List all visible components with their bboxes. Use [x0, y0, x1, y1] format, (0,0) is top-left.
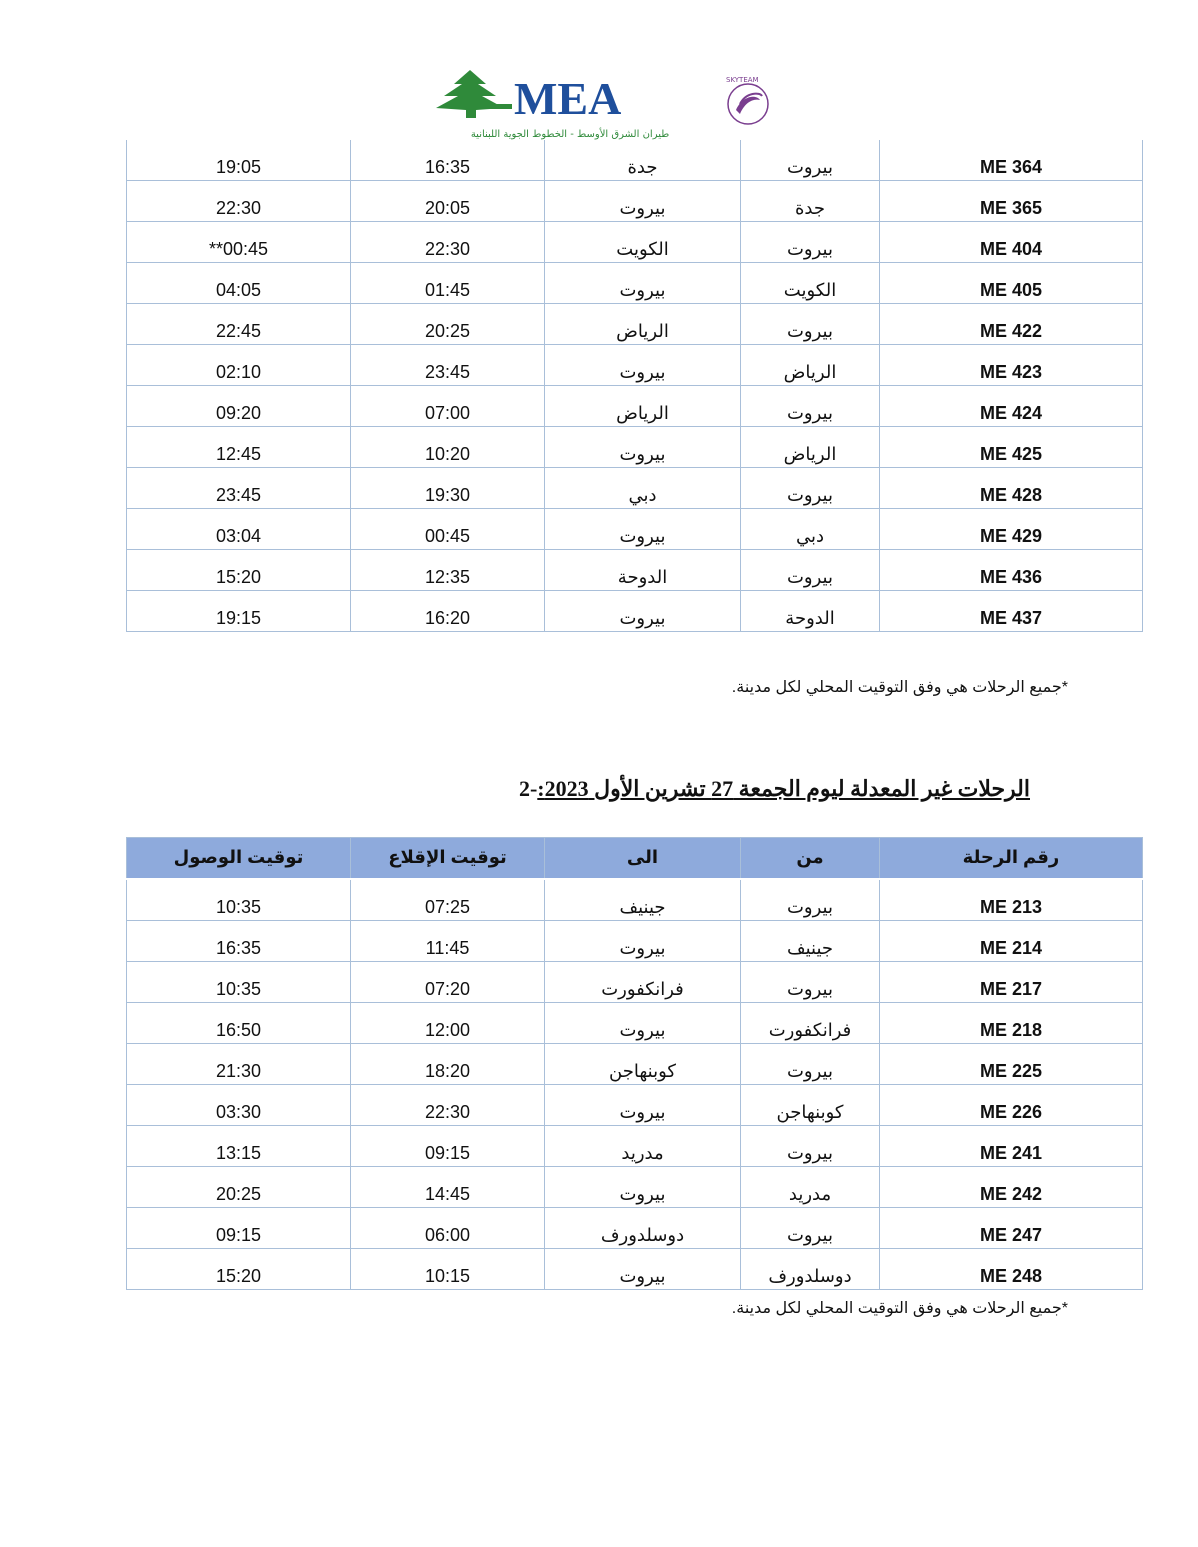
destination-cell: بيروت — [545, 1003, 741, 1044]
arrival-time-cell: 04:05 — [127, 263, 351, 304]
destination-cell: بيروت — [545, 345, 741, 386]
flight-number-cell: ME 364 — [880, 140, 1143, 181]
table-row — [127, 468, 1143, 509]
table-row — [127, 509, 1143, 550]
header-flight-number: رقم الرحلة — [880, 838, 1143, 880]
flight-number-cell: ME 247 — [880, 1208, 1143, 1249]
departure-time-cell: 22:30 — [351, 222, 545, 263]
flights-table-2 — [126, 837, 1143, 1290]
destination-cell: بيروت — [545, 509, 741, 550]
arrival-time-cell: 19:05 — [127, 140, 351, 181]
destination-cell: بيروت — [545, 1167, 741, 1208]
header-arrival: توقيت الوصول — [127, 838, 351, 880]
departure-time-cell: 14:45 — [351, 1167, 545, 1208]
origin-cell: دوسلدورف — [741, 1249, 880, 1290]
flight-number-cell: ME 217 — [880, 962, 1143, 1003]
arrival-time-cell: 16:35 — [127, 921, 351, 962]
flight-number-cell: ME 423 — [880, 345, 1143, 386]
skyteam-label: SKYTEAM — [726, 76, 759, 84]
header-departure: توقيت الإقلاع — [351, 838, 545, 880]
section-2-number: -2 — [518, 776, 538, 801]
origin-cell: بيروت — [741, 1126, 880, 1167]
arrival-time-cell: 13:15 — [127, 1126, 351, 1167]
departure-time-cell: 23:45 — [351, 345, 545, 386]
destination-cell: بيروت — [545, 427, 741, 468]
departure-time-cell: 12:35 — [351, 550, 545, 591]
flight-number-cell: ME 225 — [880, 1044, 1143, 1085]
flight-number-cell: ME 241 — [880, 1126, 1143, 1167]
table-row — [127, 427, 1143, 468]
destination-cell: بيروت — [545, 1249, 741, 1290]
flight-number-cell: ME 425 — [880, 427, 1143, 468]
departure-time-cell: 09:15 — [351, 1126, 545, 1167]
brand-text: MEA — [514, 73, 622, 124]
arrival-time-cell: 10:35 — [127, 962, 351, 1003]
flight-number-cell: ME 428 — [880, 468, 1143, 509]
section-2-title: الرحلات غير المعدلة ليوم الجمعة 27 تشرين الأول 2023: — [537, 776, 1030, 801]
arrival-time-cell: 03:04 — [127, 509, 351, 550]
arrival-time-cell: 09:20 — [127, 386, 351, 427]
table-row — [127, 140, 1143, 181]
origin-cell: كوبنهاجن — [741, 1085, 880, 1126]
destination-cell: دبي — [545, 468, 741, 509]
table-row — [127, 962, 1143, 1003]
flight-number-cell: ME 429 — [880, 509, 1143, 550]
origin-cell: الدوحة — [741, 591, 880, 632]
table-row — [127, 1044, 1143, 1085]
table-row — [127, 1003, 1143, 1044]
origin-cell: بيروت — [741, 304, 880, 345]
arrival-time-cell: 16:50 — [127, 1003, 351, 1044]
arrival-time-cell: **00:45 — [127, 222, 351, 263]
flight-number-cell: ME 242 — [880, 1167, 1143, 1208]
origin-cell: الكويت — [741, 263, 880, 304]
departure-time-cell: 19:30 — [351, 468, 545, 509]
destination-cell: جينيف — [545, 879, 741, 921]
local-time-note-2: *جميع الرحلات هي وفق التوقيت المحلي لكل مدينة. — [731, 1300, 1068, 1317]
mea-logo — [430, 66, 775, 146]
departure-time-cell: 22:30 — [351, 1085, 545, 1126]
flight-number-cell: ME 214 — [880, 921, 1143, 962]
origin-cell: الرياض — [741, 345, 880, 386]
destination-cell: الرياض — [545, 304, 741, 345]
origin-cell: بيروت — [741, 1044, 880, 1085]
table-row — [127, 1085, 1143, 1126]
destination-cell: الكويت — [545, 222, 741, 263]
arrival-time-cell: 09:15 — [127, 1208, 351, 1249]
origin-cell: بيروت — [741, 386, 880, 427]
table-row — [127, 1167, 1143, 1208]
destination-cell: بيروت — [545, 263, 741, 304]
destination-cell: كوبنهاجن — [545, 1044, 741, 1085]
table-row — [127, 1208, 1143, 1249]
departure-time-cell: 07:00 — [351, 386, 545, 427]
origin-cell: دبي — [741, 509, 880, 550]
destination-cell: الرياض — [545, 386, 741, 427]
departure-time-cell: 16:35 — [351, 140, 545, 181]
table-row — [127, 879, 1143, 921]
destination-cell: بيروت — [545, 181, 741, 222]
table-row — [127, 921, 1143, 962]
flight-number-cell: ME 365 — [880, 181, 1143, 222]
departure-time-cell: 20:25 — [351, 304, 545, 345]
destination-cell: دوسلدورف — [545, 1208, 741, 1249]
skyteam-icon — [726, 76, 768, 124]
section-2-heading — [501, 776, 1030, 802]
flight-number-cell: ME 248 — [880, 1249, 1143, 1290]
departure-time-cell: 11:45 — [351, 921, 545, 962]
destination-cell: فرانكفورت — [545, 962, 741, 1003]
origin-cell: بيروت — [741, 468, 880, 509]
table-row — [127, 263, 1143, 304]
flights-table-1-body — [127, 140, 1143, 632]
destination-cell: جدة — [545, 140, 741, 181]
origin-cell: مدريد — [741, 1167, 880, 1208]
destination-cell: بيروت — [545, 591, 741, 632]
arrival-time-cell: 22:30 — [127, 181, 351, 222]
arrival-time-cell: 21:30 — [127, 1044, 351, 1085]
origin-cell: بيروت — [741, 962, 880, 1003]
flight-number-cell: ME 422 — [880, 304, 1143, 345]
origin-cell: الرياض — [741, 427, 880, 468]
table-row — [127, 181, 1143, 222]
origin-cell: بيروت — [741, 879, 880, 921]
origin-cell: جدة — [741, 181, 880, 222]
header-from: من — [741, 838, 880, 880]
origin-cell: جينيف — [741, 921, 880, 962]
flight-number-cell: ME 437 — [880, 591, 1143, 632]
header-to: الى — [545, 838, 741, 880]
arrival-time-cell: 03:30 — [127, 1085, 351, 1126]
table-row — [127, 304, 1143, 345]
departure-time-cell: 07:20 — [351, 962, 545, 1003]
origin-cell: فرانكفورت — [741, 1003, 880, 1044]
flights-table-1 — [126, 140, 1143, 632]
departure-time-cell: 01:45 — [351, 263, 545, 304]
flight-number-cell: ME 213 — [880, 879, 1143, 921]
table-row — [127, 550, 1143, 591]
flight-number-cell: ME 424 — [880, 386, 1143, 427]
arrival-time-cell: 22:45 — [127, 304, 351, 345]
arrival-time-cell: 19:15 — [127, 591, 351, 632]
table-row — [127, 1249, 1143, 1290]
departure-time-cell: 10:15 — [351, 1249, 545, 1290]
arrival-time-cell: 15:20 — [127, 550, 351, 591]
arrival-time-cell: 02:10 — [127, 345, 351, 386]
arrival-time-cell: 23:45 — [127, 468, 351, 509]
brand-arabic-name: طيران الشرق الأوسط - الخطوط الجوية اللبنانية — [470, 129, 670, 140]
departure-time-cell: 16:20 — [351, 591, 545, 632]
flight-number-cell: ME 436 — [880, 550, 1143, 591]
table-row — [127, 591, 1143, 632]
destination-cell: مدريد — [545, 1126, 741, 1167]
local-time-note-1: *جميع الرحلات هي وفق التوقيت المحلي لكل مدينة. — [731, 679, 1068, 696]
flight-number-cell: ME 218 — [880, 1003, 1143, 1044]
flight-number-cell: ME 404 — [880, 222, 1143, 263]
origin-cell: بيروت — [741, 550, 880, 591]
arrival-time-cell: 15:20 — [127, 1249, 351, 1290]
table-header-row — [127, 838, 1143, 880]
departure-time-cell: 12:00 — [351, 1003, 545, 1044]
origin-cell: بيروت — [741, 222, 880, 263]
flight-number-cell: ME 226 — [880, 1085, 1143, 1126]
destination-cell: الدوحة — [545, 550, 741, 591]
departure-time-cell: 06:00 — [351, 1208, 545, 1249]
departure-time-cell: 10:20 — [351, 427, 545, 468]
origin-cell: بيروت — [741, 1208, 880, 1249]
departure-time-cell: 00:45 — [351, 509, 545, 550]
arrival-time-cell: 10:35 — [127, 879, 351, 921]
departure-time-cell: 20:05 — [351, 181, 545, 222]
departure-time-cell: 07:25 — [351, 879, 545, 921]
arrival-time-cell: 12:45 — [127, 427, 351, 468]
destination-cell: بيروت — [545, 921, 741, 962]
table-row — [127, 222, 1143, 263]
table-row — [127, 345, 1143, 386]
cedar-icon — [436, 70, 504, 118]
flights-table-2-body — [127, 879, 1143, 1290]
origin-cell: بيروت — [741, 140, 880, 181]
table-row — [127, 386, 1143, 427]
arrival-time-cell: 20:25 — [127, 1167, 351, 1208]
departure-time-cell: 18:20 — [351, 1044, 545, 1085]
flight-number-cell: ME 405 — [880, 263, 1143, 304]
table-row — [127, 1126, 1143, 1167]
destination-cell: بيروت — [545, 1085, 741, 1126]
